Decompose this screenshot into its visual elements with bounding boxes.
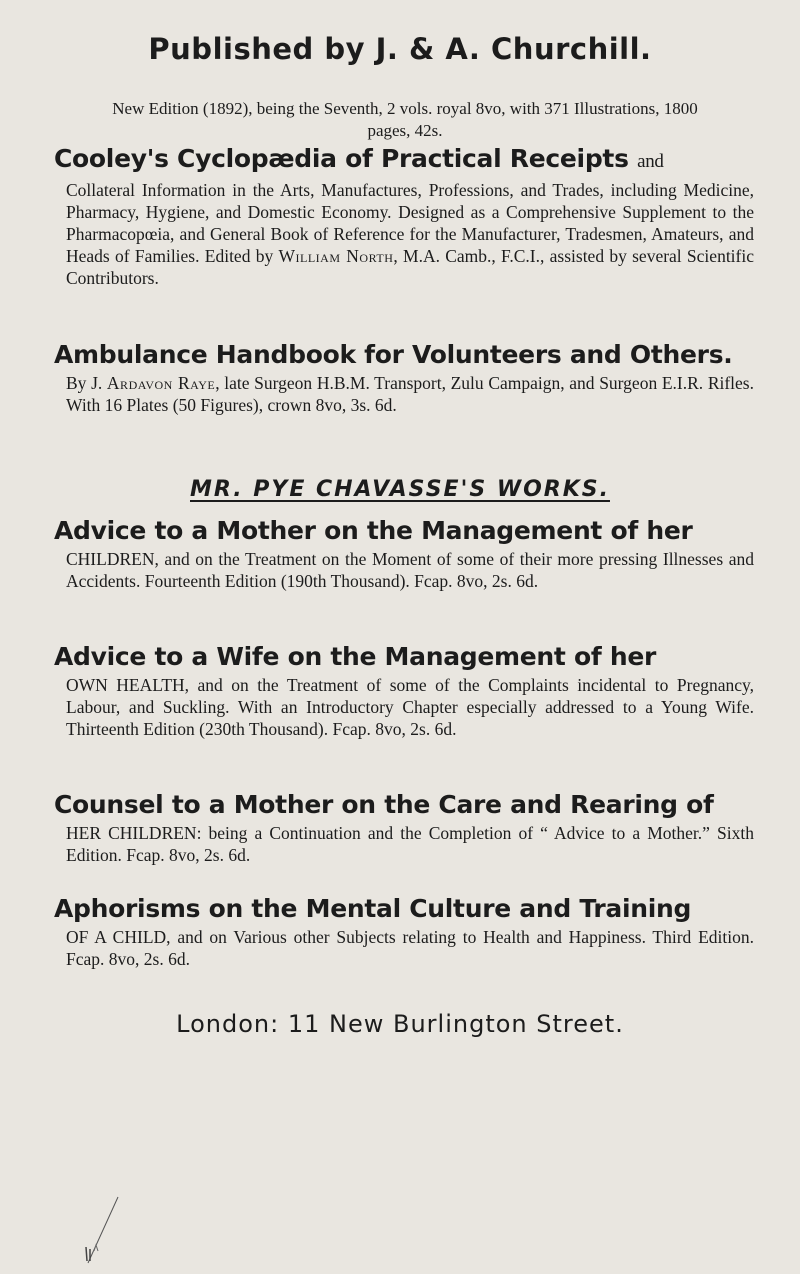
description-text: Collateral Information in the Arts, Manufactures, Professions, and Trades, including Medicine, Pharmacy, Hygiene, and Domestic Economy. Designed as a Comprehensive Supplement to the Pharmacopœia, and General Book of Reference for the Manufacturer, Tradesmen, Amateurs, and Heads of Families. Edited by xyxy=(66,180,754,266)
editor-name: William North xyxy=(278,246,394,266)
edition-note: New Edition (1892), being the Seventh, 2 vols. royal 8vo, with 371 Illustrations, 1800 pages, 42s. xyxy=(112,99,698,140)
book-title: Advice to a Mother on the Management of her xyxy=(54,516,693,545)
publisher-address: London: 11 New Burlington Street. xyxy=(176,1010,624,1038)
book-entry-cooley xyxy=(54,142,754,289)
book-title-tail: and xyxy=(637,151,664,172)
book-description: HER CHILDREN: being a Continuation and the Completion of “ Advice to a Mother.” Sixth Edition. Fcap. 8vo, 2s. 6d. xyxy=(66,823,754,865)
book-entry-counsel-mother xyxy=(54,788,754,866)
book-description xyxy=(54,179,754,289)
book-title: Aphorisms on the Mental Culture and Training xyxy=(54,894,692,923)
book-description xyxy=(54,372,754,416)
book-title xyxy=(54,142,754,179)
description-text: By J. xyxy=(66,373,103,393)
book-description: CHILDREN, and on the Treatment on the Moment of some of their more pressing Illnesses and Accidents. Fourteenth Edition (190th Thousand). Fcap. 8vo, 2s. 6d. xyxy=(66,549,754,591)
book-description: OF A CHILD, and on Various other Subjects relating to Health and Happiness. Third Edition. Fcap. 8vo, 2s. 6d. xyxy=(66,927,754,969)
author-name: Ardavon Raye xyxy=(106,373,216,393)
book-title-text: Cooley's Cyclopædia of Practical Receipts xyxy=(54,144,629,173)
book-title: Counsel to a Mother on the Care and Rearing of xyxy=(54,790,714,819)
pencil-mark-icon xyxy=(84,1195,120,1265)
description-text-cont: , late Surgeon H.B.M. Transport, Zulu Campaign, and Surgeon E.I.R. Rifles. With 16 Plates (50 Figures), crown 8vo, 3s. 6d. xyxy=(66,373,754,415)
publisher-header: Published by J. & A. Churchill. xyxy=(148,32,652,66)
book-description: OWN HEALTH, and on the Treatment of some of the Complaints incidental to Pregnancy, Labour, and Suckling. With an Introductory Chapter especially addressed to a Young Wife. Thirteenth Edition (230th Thousand). Fcap. 8vo, 2s. 6d. xyxy=(66,675,754,739)
section-heading: MR. PYE CHAVASSE'S WORKS. xyxy=(190,477,610,502)
book-entry-advice-mother xyxy=(54,514,754,592)
book-title: Advice to a Wife on the Management of her xyxy=(54,642,657,671)
book-title: Ambulance Handbook for Volunteers and Others. xyxy=(54,340,733,369)
book-entry-advice-wife xyxy=(54,640,754,740)
book-entry-aphorisms xyxy=(54,892,754,970)
book-entry-ambulance xyxy=(54,338,754,416)
description-text-cont: , M.A. Camb., F.C.I., assisted by several Scientific Contributors. xyxy=(66,246,754,288)
